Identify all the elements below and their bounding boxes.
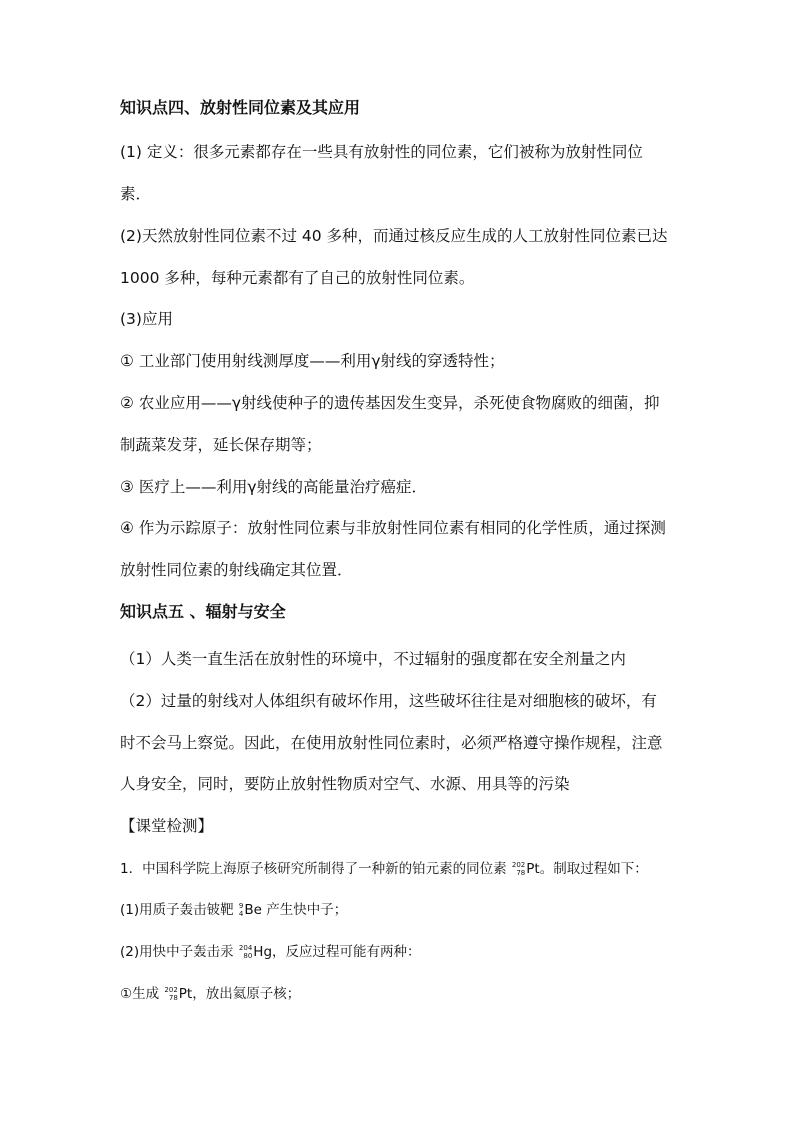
definition-line-2: 素． bbox=[120, 185, 152, 203]
definition-line-1: (1) 定义：很多元素都存在一些具有放射性的同位素，它们被称为放射性同位 bbox=[120, 143, 643, 161]
applications-heading: (3)应用 bbox=[120, 310, 173, 328]
application-item-1: ① 工业部门使用射线测厚度——利用γ射线的穿透特性； bbox=[120, 352, 505, 370]
natural-isotopes-line-2: 1000 多种，每种元素都有了自己的放射性同位素。 bbox=[120, 269, 475, 287]
section4-title: 知识点四、放射性同位素及其应用 bbox=[120, 98, 361, 117]
radiation-point-2-line-2: 时不会马上察觉。因此，在使用放射性同位素时，必须严格遵守操作规程，注意 bbox=[120, 734, 663, 752]
natural-isotopes-line-1: (2)天然放射性同位素不过 40 多种，而通过核反应生成的人工放射性同位素已达 bbox=[120, 227, 668, 245]
question-1: 1．中国科学院上海原子核研究所制得了一种新的铂元素的同位素 202 78 Pt。制取过程如下： bbox=[120, 861, 648, 877]
isotope-pt-202-b: 202 78 Pt bbox=[164, 986, 193, 1002]
step-2: (2)用快中子轰击汞 204 80 Hg，反应过程可能有两种： bbox=[120, 944, 421, 960]
step-1: (1)用质子轰击铍靶 9 4 Be 产生快中子； bbox=[120, 902, 348, 918]
isotope-pt-202: 202 78 Pt bbox=[511, 861, 540, 877]
application-item-2-line-2: 制蔬菜发芽，延长保存期等； bbox=[120, 436, 322, 454]
step-2-option-1: ①生成 202 78 Pt，放出氦原子核； bbox=[120, 986, 301, 1002]
isotope-hg-204: 204 80 Hg bbox=[238, 944, 273, 960]
classroom-test-title: 【课堂检测】 bbox=[120, 817, 214, 835]
application-item-3: ③ 医疗上——利用γ射线的高能量治疗癌症． bbox=[120, 478, 427, 496]
application-item-2-line-1: ② 农业应用——γ射线使种子的遗传基因发生变异，杀死使食物腐败的细菌，抑 bbox=[120, 394, 660, 412]
section5-title: 知识点五 、辐射与安全 bbox=[120, 602, 286, 621]
isotope-be-9: 9 4 Be bbox=[238, 902, 262, 918]
radiation-point-1: （1）人类一直生活在放射性的环境中，不过辐射的强度都在安全剂量之内 bbox=[120, 650, 626, 668]
application-item-4-line-2: 放射性同位素的射线确定其位置． bbox=[120, 561, 353, 579]
application-item-4-line-1: ④ 作为示踪原子：放射性同位素与非放射性同位素有相同的化学性质，通过探测 bbox=[120, 519, 666, 537]
radiation-point-2-line-3: 人身安全，同时，要防止放射性物质对空气、水源、用具等的污染 bbox=[120, 775, 570, 793]
radiation-point-2-line-1: （2）过量的射线对人体组织有破坏作用，这些破坏往往是对细胞核的破坏，有 bbox=[120, 692, 657, 710]
